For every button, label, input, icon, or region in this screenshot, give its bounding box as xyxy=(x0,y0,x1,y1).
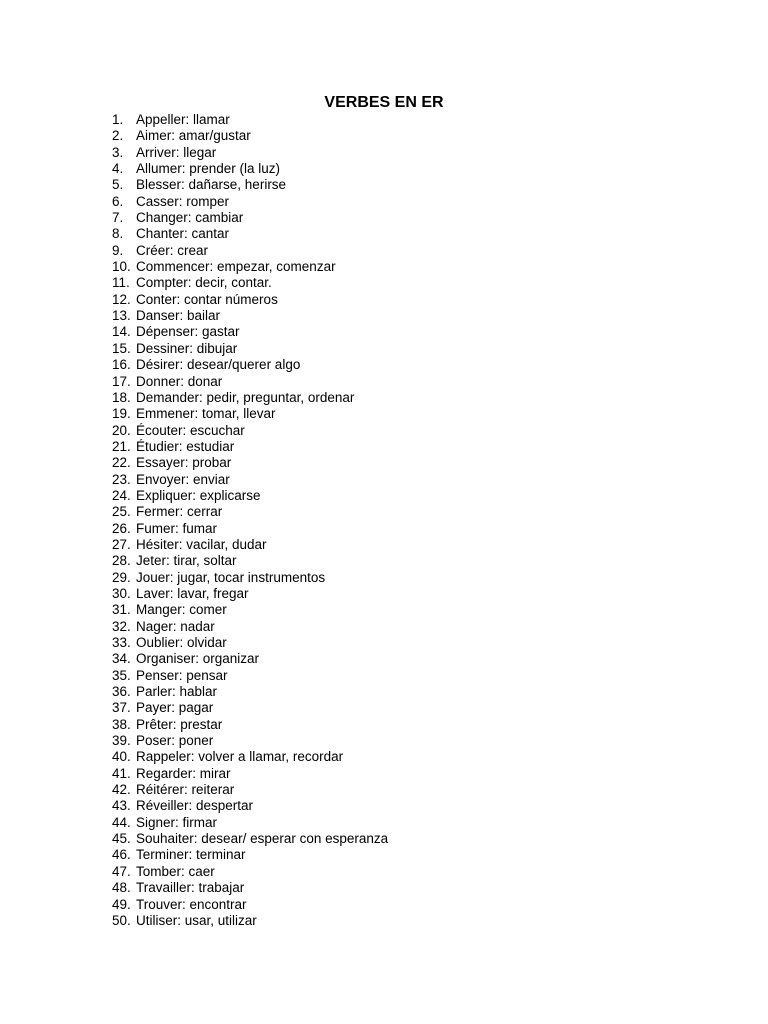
list-item xyxy=(112,880,388,896)
list-item-text: Utiliser: usar, utilizar xyxy=(136,912,257,928)
list-item-number: 11. xyxy=(112,275,130,291)
list-item-text: Signer: firmar xyxy=(136,814,218,830)
list-item xyxy=(112,798,388,814)
list-item-text: Écouter: escuchar xyxy=(136,422,245,438)
list-item-text: Jeter: tirar, soltar xyxy=(136,553,237,569)
list-item-text: Danser: bailar xyxy=(136,308,221,324)
list-item-text: Changer: cambiar xyxy=(136,210,244,226)
list-item-number: 37. xyxy=(112,700,131,716)
page-title: VERBES EN ER xyxy=(324,94,444,111)
list-item-number: 44. xyxy=(112,814,131,830)
list-item xyxy=(112,766,388,782)
list-item xyxy=(112,406,388,422)
list-item-text: Étudier: estudiar xyxy=(136,438,235,454)
list-item-text: Payer: pagar xyxy=(136,700,214,716)
list-item-text: Appeller: llamar xyxy=(136,112,230,127)
list-item xyxy=(112,439,388,455)
list-item xyxy=(112,651,388,667)
list-item-number: 48. xyxy=(112,880,131,896)
list-item xyxy=(112,128,388,144)
list-item-number: 5. xyxy=(112,177,124,193)
list-item-number: 14. xyxy=(112,324,131,340)
list-item-text: Trouver: encontrar xyxy=(136,896,247,912)
list-item-text: Souhaiter: desear/ esperar con esperanza xyxy=(136,831,389,847)
list-item-text: Allumer: prender (la luz) xyxy=(136,161,281,177)
list-item-text: Tomber: caer xyxy=(136,863,215,879)
list-item-number: 26. xyxy=(112,520,131,536)
list-item xyxy=(112,177,388,193)
list-item-number: 23. xyxy=(112,471,131,487)
list-item-number: 35. xyxy=(112,667,131,683)
list-item-number: 15. xyxy=(112,340,131,356)
list-item-number: 22. xyxy=(112,455,131,471)
list-item xyxy=(112,782,388,798)
list-item xyxy=(112,341,388,357)
list-item-text: Compter: decir, contar. xyxy=(136,275,272,291)
list-item-text: Emmener: tomar, llevar xyxy=(136,406,276,422)
list-item xyxy=(112,553,388,569)
list-item-number: 29. xyxy=(112,569,131,585)
list-item-text: Travailler: trabajar xyxy=(136,880,245,896)
list-item-text: Réveiller: despertar xyxy=(136,798,254,814)
list-item-text: Hésiter: vacilar, dudar xyxy=(136,536,267,552)
list-item xyxy=(112,210,388,226)
list-item-text: Expliquer: explicarse xyxy=(136,487,261,503)
list-item-number: 34. xyxy=(112,651,131,667)
list-item-text: Parler: hablar xyxy=(136,684,218,700)
list-item-number: 24. xyxy=(112,487,131,503)
list-item-text: Fermer: cerrar xyxy=(136,504,223,520)
list-item-number: 45. xyxy=(112,831,131,847)
list-item-number: 49. xyxy=(112,896,131,912)
list-item xyxy=(112,423,388,439)
list-item xyxy=(112,145,388,161)
list-item xyxy=(112,161,388,177)
list-item-text: Nager: nadar xyxy=(136,618,215,634)
list-item xyxy=(112,455,388,471)
list-item-text: Demander: pedir, preguntar, ordenar xyxy=(136,389,355,405)
list-item-text: Prêter: prestar xyxy=(136,716,223,732)
list-item xyxy=(112,913,388,929)
list-item-number: 28. xyxy=(112,553,131,569)
list-item-text: Aimer: amar/gustar xyxy=(136,128,251,144)
list-item xyxy=(112,864,388,880)
list-item-number: 7. xyxy=(112,210,124,226)
list-item xyxy=(112,472,388,488)
list-item xyxy=(112,897,388,913)
list-item-text: Casser: romper xyxy=(136,193,230,209)
list-item xyxy=(112,374,388,390)
list-item-number: 10. xyxy=(112,259,131,275)
list-item-text: Donner: donar xyxy=(136,373,223,389)
list-item xyxy=(112,733,388,749)
list-item-text: Chanter: cantar xyxy=(136,226,230,242)
verb-list xyxy=(112,112,388,929)
list-item xyxy=(112,259,388,275)
list-item-text: Jouer: jugar, tocar instrumentos xyxy=(136,569,326,585)
list-item xyxy=(112,488,388,504)
list-item-number: 39. xyxy=(112,733,131,749)
list-item xyxy=(112,619,388,635)
list-item-text: Laver: lavar, fregar xyxy=(136,585,249,601)
list-item-number: 36. xyxy=(112,684,131,700)
list-item xyxy=(112,668,388,684)
list-item-number: 42. xyxy=(112,782,131,798)
list-item xyxy=(112,717,388,733)
list-item-text: Désirer: desear/querer algo xyxy=(136,357,301,373)
list-item-number: 9. xyxy=(112,242,124,258)
list-item-number: 19. xyxy=(112,406,131,422)
list-item xyxy=(112,194,388,210)
list-item xyxy=(112,521,388,537)
list-item xyxy=(112,243,388,259)
list-item-number: 46. xyxy=(112,847,131,863)
list-item-text: Fumer: fumar xyxy=(136,520,218,536)
list-item-text: Blesser: dañarse, herirse xyxy=(136,177,287,193)
list-item xyxy=(112,275,388,291)
list-item-number: 50. xyxy=(112,912,131,928)
list-item-text: Poser: poner xyxy=(136,733,214,749)
list-item xyxy=(112,700,388,716)
list-item xyxy=(112,357,388,373)
list-item xyxy=(112,504,388,520)
list-item-text: Conter: contar números xyxy=(136,291,278,307)
list-item xyxy=(112,749,388,765)
list-item-number: 43. xyxy=(112,798,131,814)
list-item-number: 8. xyxy=(112,226,124,242)
list-item-text: Commencer: empezar, comenzar xyxy=(136,259,336,275)
list-item-text: Créer: crear xyxy=(136,242,209,258)
list-item-text: Terminer: terminar xyxy=(136,847,246,863)
list-item-text: Manger: comer xyxy=(136,602,227,618)
list-item-number: 41. xyxy=(112,765,131,781)
list-item xyxy=(112,684,388,700)
list-item xyxy=(112,112,388,128)
list-item-text: Penser: pensar xyxy=(136,667,228,683)
list-item-number: 21. xyxy=(112,438,131,454)
list-item-number: 32. xyxy=(112,618,131,634)
list-item xyxy=(112,537,388,553)
list-item-number: 47. xyxy=(112,863,131,879)
list-item xyxy=(112,292,388,308)
list-item xyxy=(112,847,388,863)
list-item-number: 18. xyxy=(112,389,131,405)
list-item-text: Arriver: llegar xyxy=(136,144,217,160)
list-item-number: 38. xyxy=(112,716,131,732)
list-item-text: Regarder: mirar xyxy=(136,765,231,781)
list-item-number: 1. xyxy=(112,112,124,127)
list-item-number: 40. xyxy=(112,749,131,765)
list-item xyxy=(112,324,388,340)
list-item-text: Envoyer: enviar xyxy=(136,471,230,487)
list-item-text: Oublier: olvidar xyxy=(136,635,227,650)
list-item-number: 4. xyxy=(112,161,124,177)
list-item xyxy=(112,570,388,586)
list-item-number: 20. xyxy=(112,422,131,438)
list-item-number: 2. xyxy=(112,128,124,144)
list-item-number: 17. xyxy=(112,373,131,389)
list-item xyxy=(112,831,388,847)
list-item-number: 13. xyxy=(112,308,131,324)
list-item xyxy=(112,308,388,324)
list-item-number: 16. xyxy=(112,357,131,373)
list-item xyxy=(112,390,388,406)
list-item xyxy=(112,602,388,618)
list-item-number: 33. xyxy=(112,635,131,650)
list-item-text: Organiser: organizar xyxy=(136,651,260,667)
list-item-number: 31. xyxy=(112,602,131,618)
list-item xyxy=(112,635,388,651)
list-item xyxy=(112,226,388,242)
list-item-number: 12. xyxy=(112,291,131,307)
list-item-text: Rappeler: volver a llamar, recordar xyxy=(136,749,344,765)
list-item-text: Essayer: probar xyxy=(136,455,232,471)
list-item xyxy=(112,815,388,831)
list-item-number: 27. xyxy=(112,536,131,552)
list-item-text: Dépenser: gastar xyxy=(136,324,240,340)
list-item-number: 6. xyxy=(112,193,124,209)
list-item-number: 25. xyxy=(112,504,131,520)
list-item-number: 3. xyxy=(112,144,124,160)
list-item xyxy=(112,586,388,602)
list-item-text: Réitérer: reiterar xyxy=(136,782,235,798)
list-item-text: Dessiner: dibujar xyxy=(136,340,238,356)
list-item-number: 30. xyxy=(112,585,131,601)
